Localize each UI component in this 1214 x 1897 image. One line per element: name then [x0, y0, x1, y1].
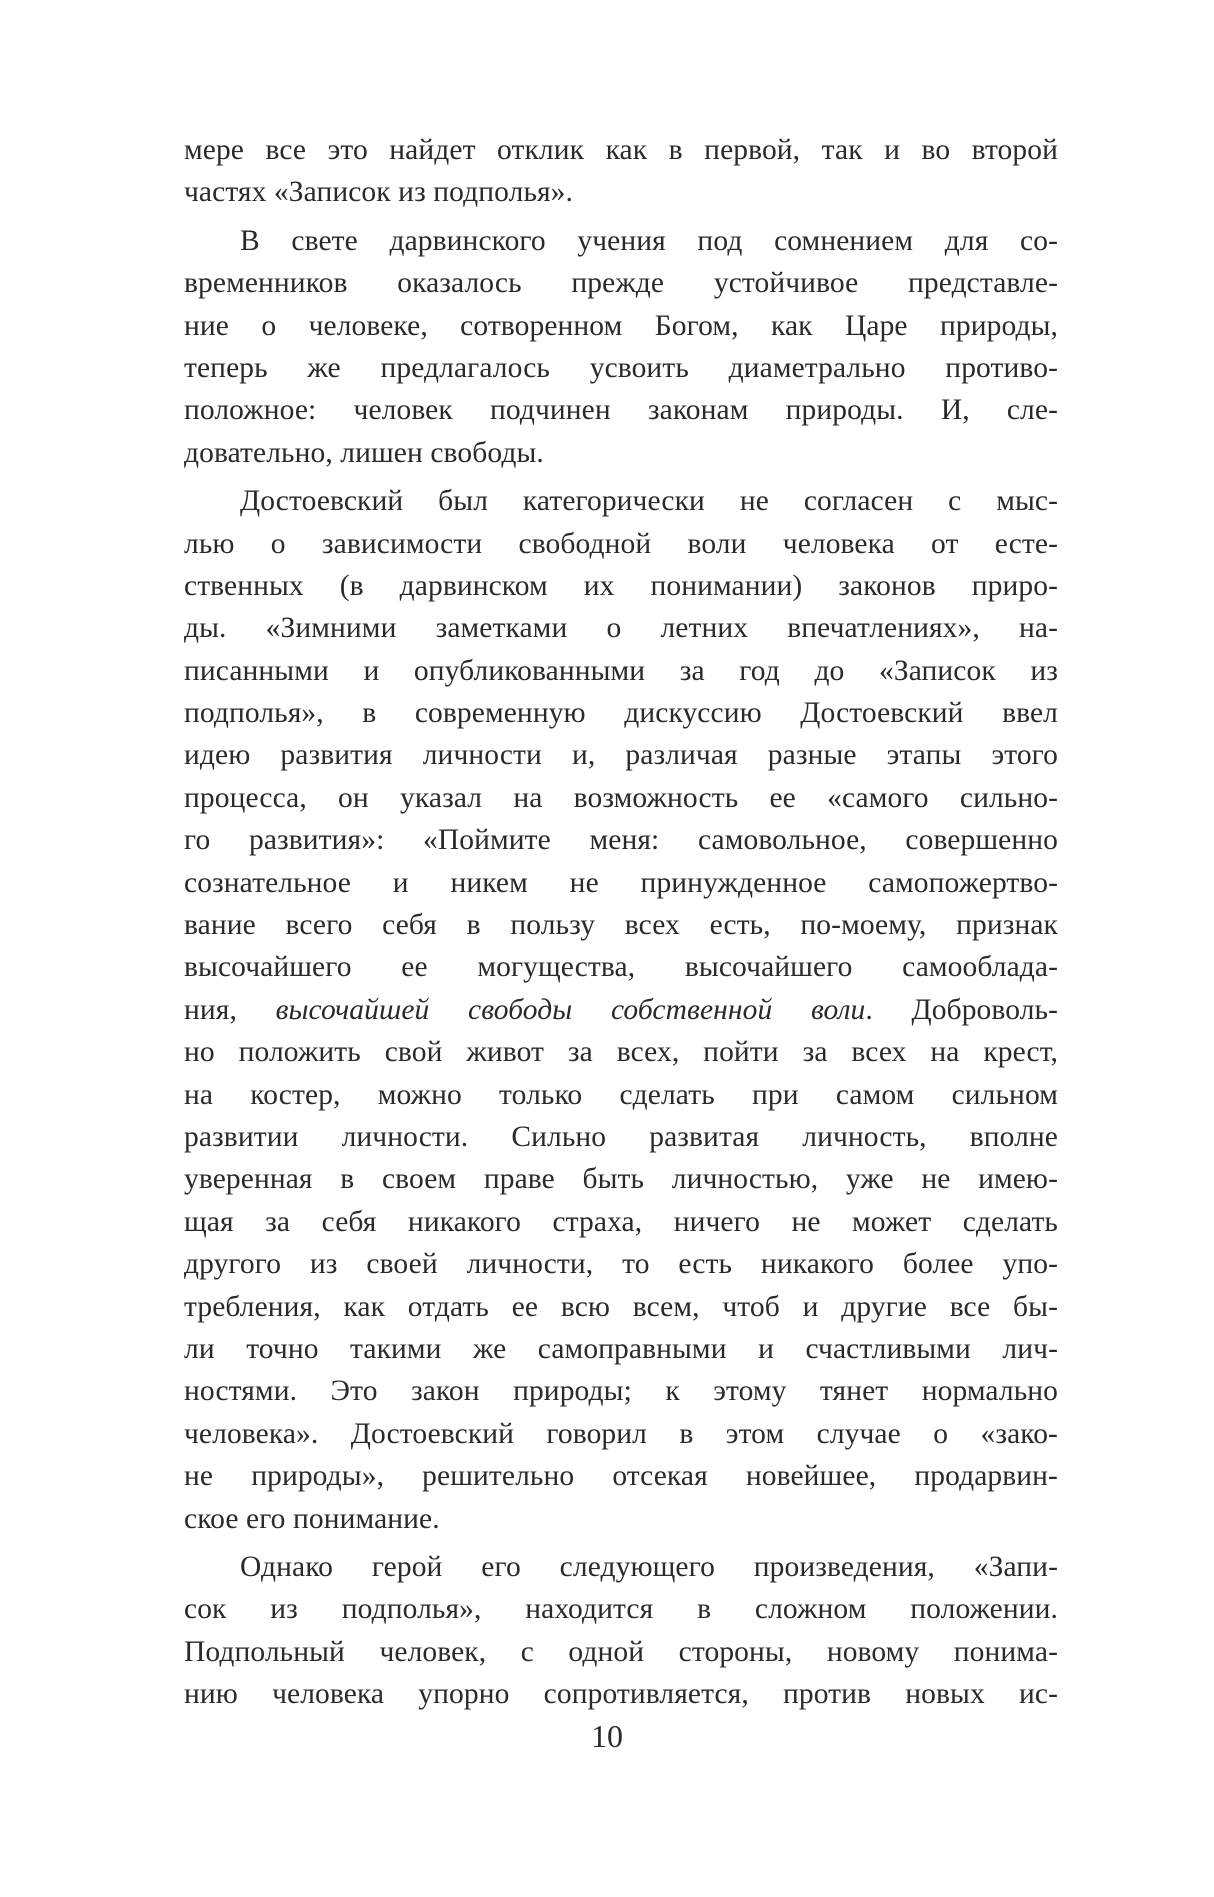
- paragraph-2: [184, 220, 1058, 474]
- emphasized-phrase: высочайшей свободы собственной воли: [275, 993, 866, 1026]
- text-run: . Доброволь-: [865, 993, 1058, 1026]
- body-text: [184, 129, 1058, 1715]
- text-line: человека». Достоевский говорил в этом случае о «зако-: [184, 1417, 1058, 1450]
- page-number: 10: [591, 1718, 623, 1754]
- text-line: Подпольный человек, с одной стороны, новому понима-: [184, 1635, 1058, 1668]
- text-line: ностями. Это закон природы; к этому тянет нормально: [184, 1375, 1058, 1408]
- text-line: щая за себя никакого страха, ничего не может сделать: [184, 1205, 1058, 1238]
- text-line: ние о человеке, сотворенном Богом, как Царе природы,: [184, 309, 1058, 342]
- text-line: В свете дарвинского учения под сомнением для со-: [240, 224, 1058, 257]
- text-line: ли точно такими же самоправными и счастливыми лич-: [184, 1332, 1058, 1365]
- text-line: теперь же предлагалось усвоить диаметрально противо-: [184, 351, 1058, 384]
- text-line: ственных (в дарвинском их понимании) законов приро-: [184, 569, 1058, 602]
- text-line: Достоевский был категорически не согласен с мыс-: [240, 485, 1058, 518]
- text-line: ды. «Зимними заметками о летних впечатлениях», на-: [184, 612, 1058, 645]
- paragraph-4: [184, 1546, 1058, 1716]
- text-line: нию человека упорно сопротивляется, против новых ис-: [184, 1678, 1058, 1711]
- paragraph-3: [184, 480, 1058, 1540]
- text-line: писанными и опубликованными за год до «Записок из: [184, 654, 1058, 687]
- text-line: временников оказалось прежде устойчивое представле-: [184, 267, 1058, 300]
- text-line: не природы», решительно отсекая новейшее, продарвин-: [184, 1460, 1058, 1493]
- text-line: сок из подполья», находится в сложном положении.: [184, 1593, 1058, 1626]
- text-line: мере все это найдет отклик как в первой, так и во второй: [184, 134, 1058, 166]
- text-line: высочайшего ее могущества, высочайшего самооблада-: [184, 951, 1058, 984]
- text-line: уверенная в своем праве быть личностью, уже не имею-: [184, 1163, 1058, 1196]
- text-line: на костер, можно только сделать при самом сильном: [184, 1078, 1058, 1111]
- text-line: частях «Записок из подполья».: [184, 176, 574, 209]
- text-run: ния,: [184, 993, 276, 1026]
- text-line: но положить свой живот за всех, пойти за всех на крест,: [184, 1036, 1058, 1069]
- text-line: идею развития личности и, различая разные этапы этого: [184, 739, 1058, 772]
- text-line: сознательное и никем не принужденное самопожертво-: [184, 866, 1058, 899]
- text-line: положное: человек подчинен законам природы. И, сле-: [184, 394, 1058, 427]
- text-line: ское его понимание.: [184, 1502, 440, 1535]
- text-line: го развития»: «Поймите меня: самовольное, совершенно: [184, 824, 1058, 857]
- text-line: довательно, лишен свободы.: [184, 436, 544, 469]
- text-line: другого из своей личности, то есть никакого более упо-: [184, 1248, 1058, 1281]
- text-line: Однако герой его следующего произведения, «Запи-: [240, 1550, 1058, 1583]
- text-line: лью о зависимости свободной воли человека от есте-: [184, 527, 1058, 560]
- text-line-with-emphasis: [184, 989, 1058, 1031]
- text-line: развитии личности. Сильно развитая личность, вполне: [184, 1120, 1058, 1153]
- text-line: подполья», в современную дискуссию Достоевский ввел: [184, 697, 1058, 730]
- paragraph-1: [184, 129, 1058, 214]
- text-line: процесса, он указал на возможность ее «самого сильно-: [184, 781, 1058, 814]
- text-line: вание всего себя в пользу всех есть, по-моему, признак: [184, 909, 1058, 942]
- text-line: требления, как отдать ее всю всем, чтоб и другие все бы-: [184, 1290, 1058, 1323]
